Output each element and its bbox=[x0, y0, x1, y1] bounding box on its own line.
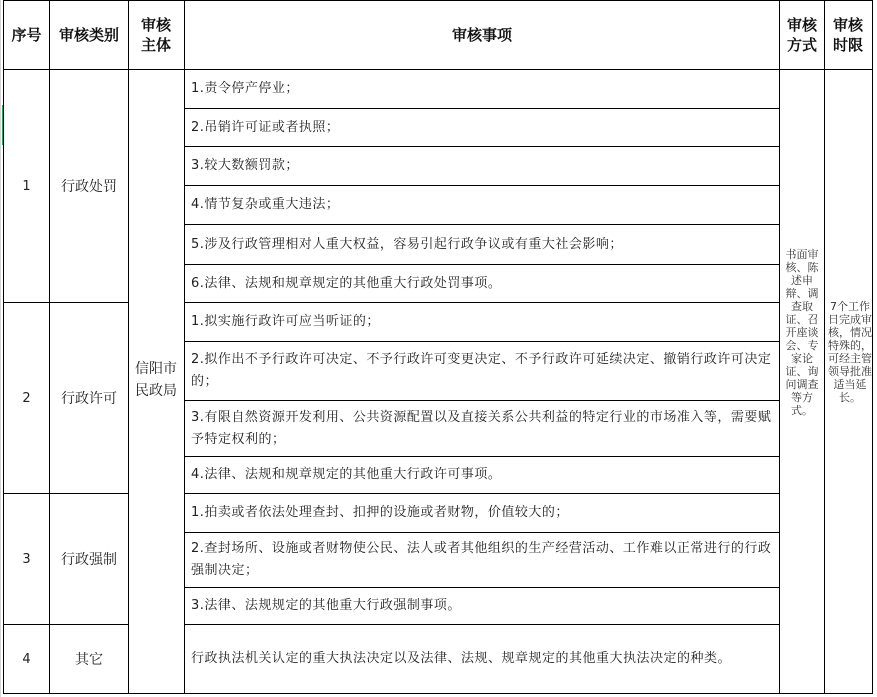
category-label: 行政强制 bbox=[61, 552, 117, 568]
review-item: 1.拟实施行政许可应当听证的； bbox=[191, 314, 380, 329]
category-label: 行政处罚 bbox=[61, 179, 117, 195]
review-item: 2.拟作出不予行政许可决定、不予行政许可变更决定、不予行政许可延续决定、撤销行政许可决定的； bbox=[191, 352, 772, 389]
table-border bbox=[824, 0, 825, 694]
review-item: 行政执法机关认定的重大执法决定以及法律、法规、规章规定的其他重大执法决定的种类。 bbox=[191, 651, 732, 666]
review-time-limit: 7个工作日完成审核，情况特殊的，可经主管领导批准适当延长。 bbox=[828, 300, 872, 404]
review-item: 4.法律、法规和规章规定的其他重大行政许可事项。 bbox=[191, 467, 502, 482]
review-item: 6.法律、法规和规章规定的其他重大行政处罚事项。 bbox=[191, 275, 502, 291]
review-item: 3.有限自然资源开发利用、公共资源配置以及直接关系公共利益的特定行业的市场准入等，需要赋予特定权利的； bbox=[191, 409, 772, 447]
header-category: 审核类别 bbox=[58, 26, 119, 44]
header-subject: 审核主体 bbox=[140, 16, 171, 54]
review-item: 3.较大数额罚款； bbox=[191, 158, 299, 173]
row-number: 4 bbox=[22, 651, 31, 667]
review-item: 2.吊销许可证或者执照； bbox=[191, 119, 340, 135]
row-number: 1 bbox=[22, 178, 31, 194]
review-item: 4.情节复杂或重大违法； bbox=[191, 197, 340, 212]
review-subject: 信阳市民政局 bbox=[135, 361, 177, 399]
header-items: 审核事项 bbox=[451, 26, 512, 44]
review-item: 2.查封场所、设施或者财物使公民、法人或者其他组织的生产经营活动、工作难以正常进行的行政强制决定； bbox=[191, 541, 772, 578]
review-method: 书面审核、陈述申辩、调查取证、召开座谈会、专家论证、询问调查等方式。 bbox=[785, 248, 819, 417]
row-number: 3 bbox=[22, 551, 31, 567]
table-border bbox=[872, 0, 873, 694]
category-label: 行政许可 bbox=[61, 391, 117, 407]
row-number: 2 bbox=[22, 390, 31, 406]
table-border bbox=[3, 693, 873, 694]
header-time-limit: 审核时限 bbox=[832, 16, 863, 54]
review-item: 1.拍卖或者依法处理查封、扣押的设施或者财物，价值较大的； bbox=[191, 505, 569, 520]
table-border bbox=[779, 0, 780, 694]
review-item: 1.责令停产停业； bbox=[191, 81, 299, 96]
header-no: 序号 bbox=[11, 26, 42, 44]
review-item: 5.涉及行政管理相对人重大权益，容易引起行政争议或有重大社会影响； bbox=[191, 236, 623, 252]
grid-line bbox=[0, 0, 1, 697]
category-label: 其它 bbox=[75, 652, 103, 668]
header-method: 审核方式 bbox=[786, 16, 817, 54]
review-item: 3.法律、法规规定的其他重大行政强制事项。 bbox=[191, 598, 461, 613]
table-border bbox=[128, 0, 129, 694]
